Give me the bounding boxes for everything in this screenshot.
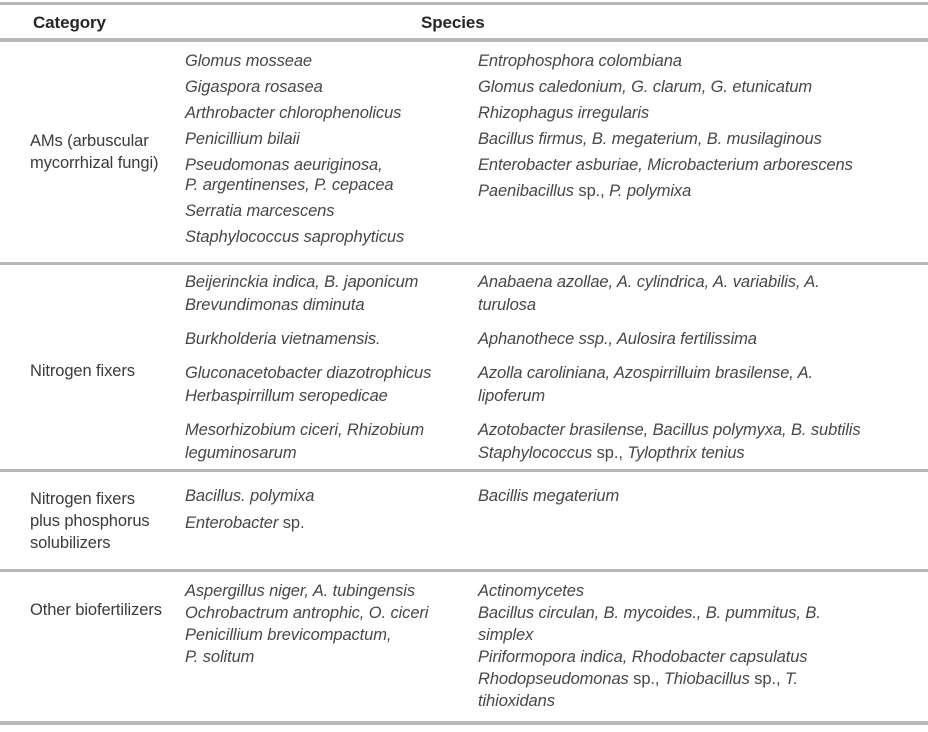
species-cell-2: [478, 42, 928, 262]
table-row: [0, 265, 928, 472]
species-entry: Aphanothece ssp., Aulosira fertilissima: [478, 330, 757, 348]
species-cell-2: [478, 265, 928, 476]
species-entry: Gluconacetobacter diazotrophicus Herbaspirrillum seropedicae: [185, 364, 432, 405]
species-entry: Glomus caledonium, G. clarum, G. etunicatum: [478, 78, 813, 96]
species-cell-1: [185, 265, 478, 476]
table-row: [0, 42, 928, 265]
category-cell: [0, 265, 185, 476]
species-entry: Penicillium bilaii: [185, 130, 300, 148]
category-cell: [0, 572, 185, 721]
species-entry: Mesorhizobium ciceri, Rhizobium leguminosarum: [185, 421, 424, 462]
category-cell: [0, 472, 185, 569]
species-cell-2: [478, 572, 928, 721]
category-cell: [0, 42, 185, 262]
column-header-species: Species: [421, 13, 485, 32]
species-cell-2: [478, 472, 928, 569]
species-entry: Actinomycetes: [478, 582, 584, 600]
category-label: Nitrogen fixers plus phosphorus solubilizers: [30, 489, 150, 552]
species-entry: Glomus mosseae: [185, 52, 312, 70]
species-entry: Beijerinckia indica, B. japonicum Brevundimonas diminuta: [185, 273, 419, 314]
species-entry: Gigaspora rosasea: [185, 78, 323, 96]
species-entry: Ochrobactrum antrophic, O. ciceri: [185, 604, 429, 622]
species-entry: Penicillium brevicompactum, P. solitum: [185, 626, 392, 666]
species-entry: Aspergillus niger, A. tubingensis: [185, 582, 415, 600]
species-entry: Azolla caroliniana, Azospirrilluim brasilense, A. lipoferum: [478, 364, 814, 405]
species-entry: Anabaena azollae, A. cylindrica, A. variabilis, A. turulosa: [478, 273, 820, 314]
column-header-category: Category: [33, 13, 106, 32]
species-cell-1: [185, 42, 478, 262]
species-entry: Bacillus. polymixa: [185, 487, 315, 505]
species-cell-1: [185, 572, 478, 721]
species-entry: Rhodopseudomonas sp., Thiobacillus sp., T. tihioxidans: [478, 670, 798, 710]
species-entry: Bacillus circulan, B. mycoides., B. pummitus, B. simplex: [478, 604, 821, 644]
species-entry: Azotobacter brasilense, Bacillus polymyxa, B. subtilis Staphylococcus sp., Tylopthrix tenius: [478, 421, 861, 462]
species-entry: Enterobacter asburiae, Microbacterium arborescens: [478, 156, 853, 174]
species-entry: Paenibacillus sp., P. polymixa: [478, 182, 692, 200]
species-entry: Entrophosphora colombiana: [478, 52, 682, 70]
species-entry: Pseudomonas aeuriginosa, P. argentinenses, P. cepacea: [185, 156, 394, 194]
category-label: Other biofertilizers: [30, 601, 162, 619]
species-entry: Rhizophagus irregularis: [478, 104, 650, 122]
table-row: [0, 472, 928, 572]
species-entry: Enterobacter sp.: [185, 514, 305, 532]
species-entry: Bacillis megaterium: [478, 487, 620, 505]
species-entry: Staphylococcus saprophyticus: [185, 228, 405, 246]
species-entry: Burkholderia vietnamensis.: [185, 330, 381, 348]
species-cell-1: [185, 472, 478, 569]
species-entry: Piriformopora indica, Rhodobacter capsulatus: [478, 648, 808, 666]
category-label: AMs (arbuscular mycorrhizal fungi): [30, 132, 159, 172]
table-body: [0, 42, 928, 725]
table-row: [0, 572, 928, 725]
species-entry: Arthrobacter chlorophenolicus: [185, 104, 402, 122]
species-entry: Serratia marcescens: [185, 202, 335, 220]
species-entry: Bacillus firmus, B. megaterium, B. musilaginous: [478, 130, 822, 148]
table-header: [0, 5, 928, 38]
category-label: Nitrogen fixers: [30, 361, 135, 380]
